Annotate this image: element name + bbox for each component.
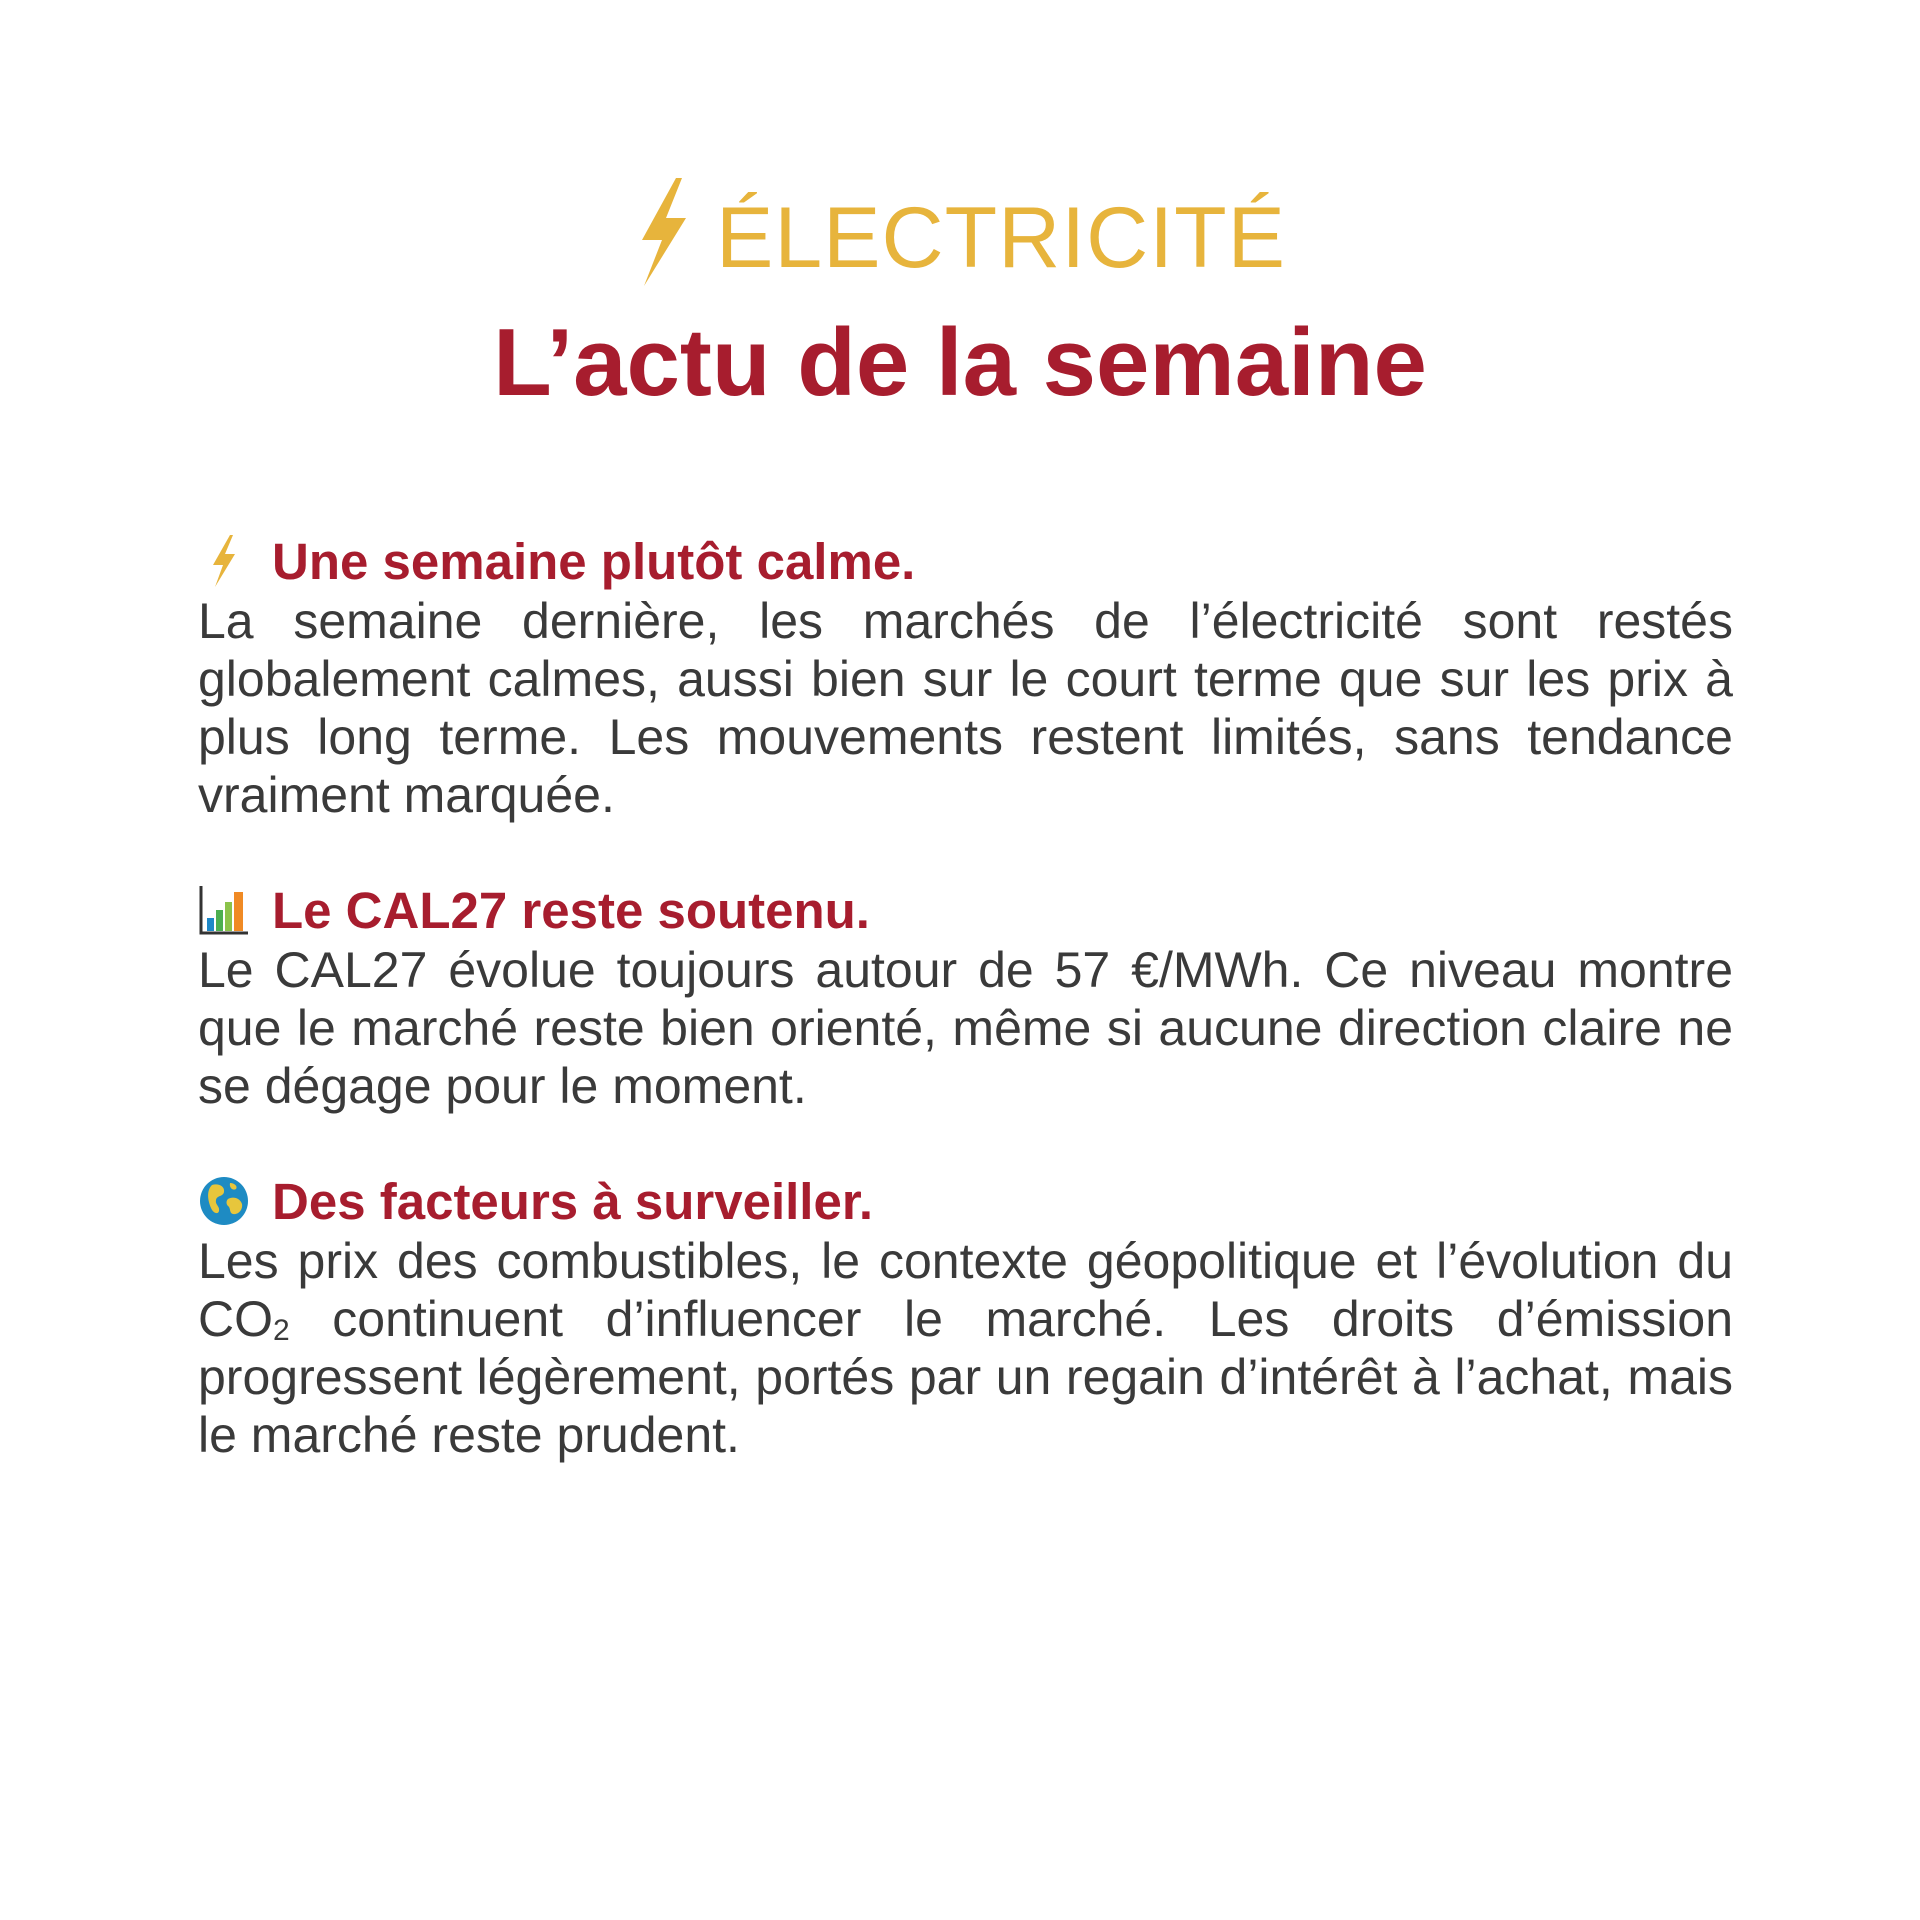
section-heading-text: Le CAL27 reste soutenu. — [272, 881, 870, 939]
section-heading — [198, 879, 1733, 941]
section-body-part: continuent d’influencer le marché. Les droits d’émission progressent légèrement, portés par un regain d’intérêt à l’achat, mais le marché reste prudent. — [198, 1291, 1733, 1463]
section-heading — [198, 530, 1733, 592]
lightning-bolt-icon — [634, 178, 690, 286]
globe-icon — [198, 1175, 250, 1227]
section-body — [198, 1232, 1733, 1464]
section-body: Le CAL27 évolue toujours autour de 57 €/MWh. Ce niveau montre que le marché reste bien orienté, même si aucune direction claire ne se dégage pour le moment. — [198, 942, 1733, 1114]
section-body: La semaine dernière, les marchés de l’électricité sont restés globalement calmes, aussi bien sur le court terme que sur les prix à plus long terme. Les mouvements restent limités, sans tendance vraiment marquée. — [198, 593, 1733, 823]
category-header — [0, 178, 1920, 286]
lightning-bolt-icon — [198, 535, 250, 587]
section-cal27 — [198, 879, 1733, 1115]
section-heading-text: Des facteurs à surveiller. — [272, 1172, 874, 1230]
section-body-part: Les prix des combustibles, le contexte géopolitique et l’évolution du CO — [198, 1233, 1733, 1347]
page-title: L’actu de la semaine — [493, 309, 1427, 416]
section-heading — [198, 1170, 1733, 1232]
section-calm-week — [198, 530, 1733, 824]
section-heading-text: Une semaine plutôt calme. — [272, 532, 916, 590]
co2-subscript: 2 — [273, 1314, 290, 1347]
section-factors — [198, 1170, 1733, 1464]
bar-chart-icon — [198, 884, 250, 936]
article-content — [198, 530, 1733, 1519]
category-label: ÉLECTRICITÉ — [715, 190, 1287, 286]
